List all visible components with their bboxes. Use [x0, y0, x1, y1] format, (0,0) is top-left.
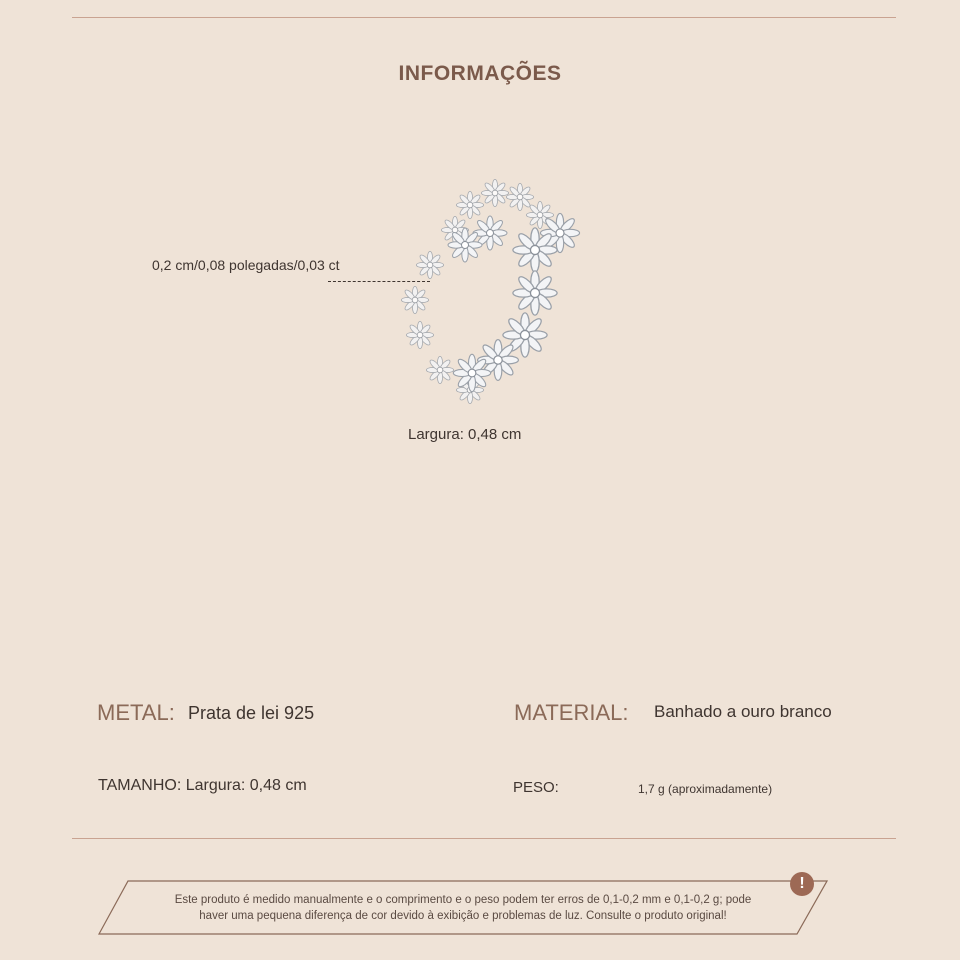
weight-label: PESO: [513, 779, 559, 796]
thickness-dashed-line [328, 281, 430, 282]
size-label: TAMANHO: [98, 777, 182, 794]
notice-text [138, 892, 788, 924]
thickness-label: 0,2 cm/0,08 polegadas/0,03 ct [152, 257, 340, 273]
page-title: INFORMAÇÕES [398, 62, 562, 85]
material-value: Banhado a ouro branco [654, 702, 832, 721]
weight-value: 1,7 g (aproximadamente) [638, 782, 773, 796]
exclamation-icon: ! [790, 872, 814, 896]
notice-line-1: Este produto é medido manualmente e o comprimento e o peso podem ter erros de 0,1-0,2 mm e 0,1-0,2 g; pode [174, 894, 752, 906]
size-row [98, 777, 307, 795]
notice-line-2: haver uma pequena diferença de cor devido à exibição e problemas de luz. Consulte o produto original! [199, 910, 727, 922]
material-label: MATERIAL: [514, 700, 629, 725]
metal-label: METAL: [97, 700, 175, 725]
top-divider [72, 17, 896, 18]
width-label: Largura: 0,48 cm [408, 426, 522, 443]
notice-box [98, 875, 828, 935]
bottom-divider [72, 838, 896, 839]
size-value: Largura: 0,48 cm [185, 777, 307, 794]
ring-image [380, 175, 590, 410]
metal-value: Prata de lei 925 [188, 703, 315, 723]
